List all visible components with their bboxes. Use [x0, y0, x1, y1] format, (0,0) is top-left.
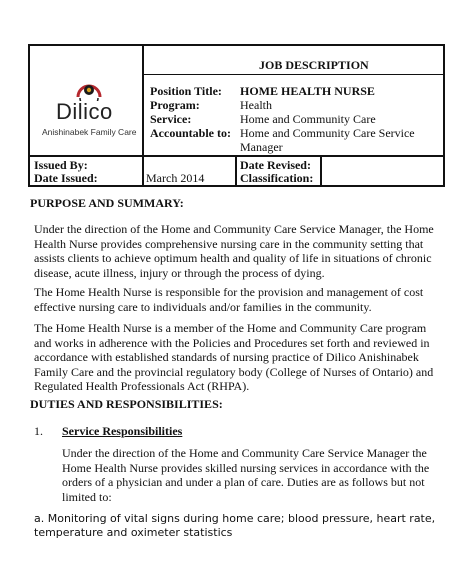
table-divider [142, 46, 144, 185]
logo-mark-icon [74, 77, 104, 101]
purpose-paragraph-2: The Home Health Nurse is responsible for the provision and management of cost effective nursing care to individuals and/or families in the community. [34, 285, 424, 314]
service-label: Service: [150, 112, 192, 126]
table-divider [320, 156, 322, 185]
date-revised-label: Date Revised: [240, 158, 311, 172]
service-value: Home and Community Care [240, 112, 376, 126]
issued-by-label: Issued By: [34, 158, 88, 172]
classification-label: Classification: [240, 171, 314, 185]
table-divider [235, 156, 237, 185]
job-header-table [28, 44, 445, 187]
accountable-label: Accountable to: [150, 126, 231, 140]
duty-paragraph: Under the direction of the Home and Community Care Service Manager the Home Health Nurse provides skilled nursing services in accordance with the orders of a physician and under a plan of care. Duties are as follows but not limited to: [62, 446, 430, 504]
position-title-value: HOME HEALTH NURSE [240, 84, 375, 98]
program-label: Program: [150, 98, 200, 112]
date-issued-value: March 2014 [146, 171, 205, 185]
table-divider [142, 74, 443, 75]
purpose-heading: PURPOSE AND SUMMARY: [30, 196, 184, 210]
position-title-label: Position Title: [150, 84, 222, 98]
job-description-title: JOB DESCRIPTION [259, 58, 369, 72]
duty-subitem-a: a. Monitoring of vital signs during home care; blood pressure, heart rate, temperature and oximeter statistics [34, 512, 436, 539]
purpose-paragraph-3: The Home Health Nurse is a member of the Home and Community Care program and works in adherence with the Policies and Procedures set forth and reviewed in accordance with established standards of nursing practice of Dilico Anishinabek Family Care and the provincial regulatory body (College of Nurses of Ontario) and Regulated Health Professionals Act (RHPA). [34, 321, 434, 393]
table-divider [30, 155, 443, 157]
logo-name: Dilico [56, 99, 113, 124]
duty-title: Service Responsibilities [62, 424, 183, 438]
accountable-value-cont: Manager [240, 140, 283, 154]
program-value: Health [240, 98, 272, 112]
accountable-value: Home and Community Care Service [240, 126, 415, 140]
duty-number: 1. [34, 424, 43, 438]
duties-heading: DUTIES AND RESPONSIBILITIES: [30, 397, 223, 411]
dilico-logo [32, 77, 140, 147]
date-issued-label: Date Issued: [34, 171, 98, 185]
logo-subtitle: Anishinabek Family Care [42, 127, 137, 137]
purpose-paragraph-1: Under the direction of the Home and Community Care Service Manager, the Home Health Nurse provides comprehensive nursing care in the community setting that assists clients to achieve optimum health and quality of life in situations of chronic disease, acute illness, injury or through the process of dying. [34, 222, 434, 280]
